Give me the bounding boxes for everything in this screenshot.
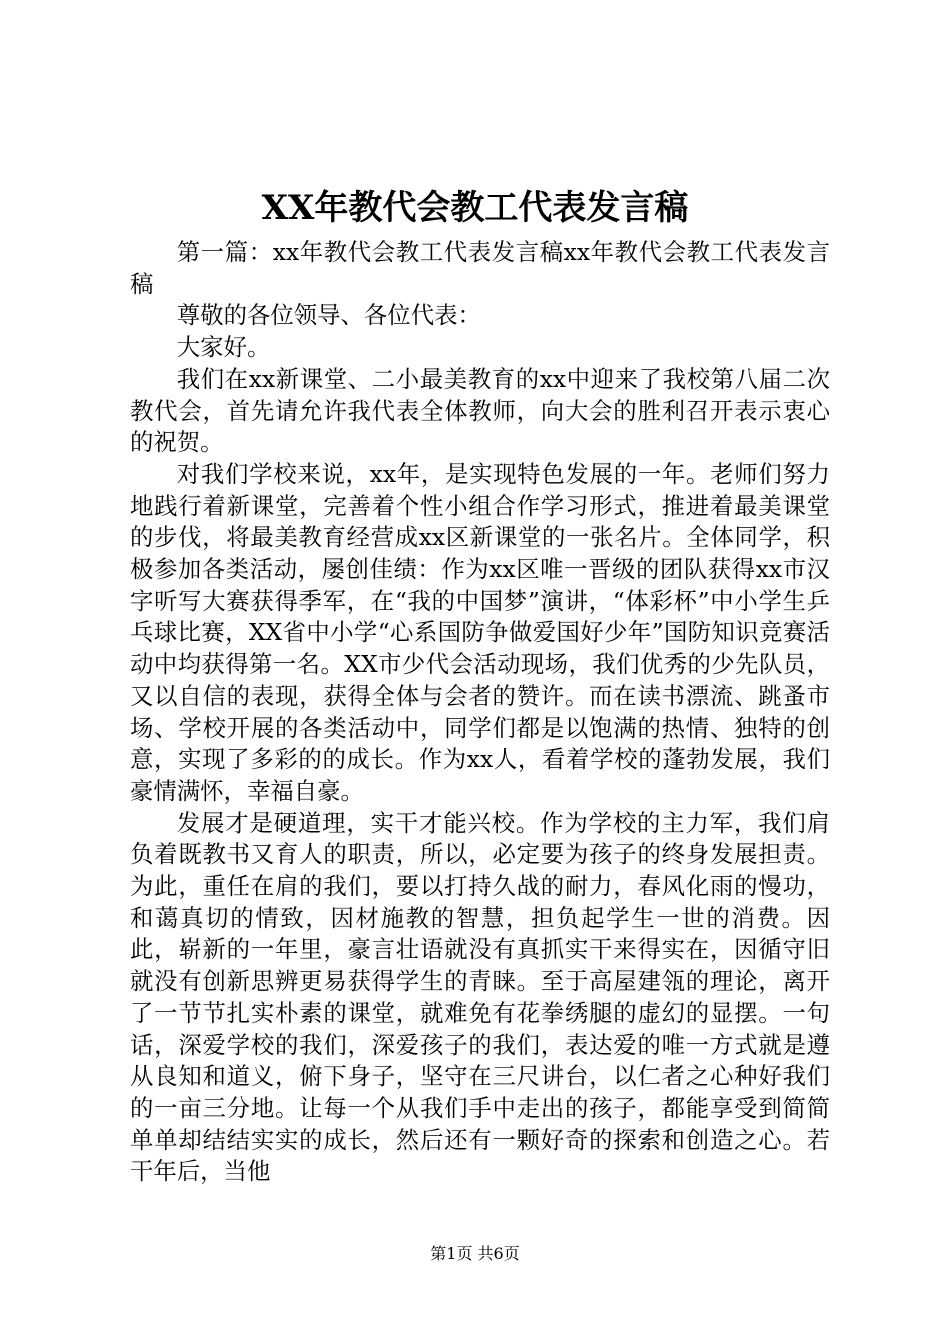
document-body (130, 237, 830, 1188)
paragraph-heading: 第一篇：xx年教代会教工代表发言稿xx年教代会教工代表发言稿 (130, 238, 830, 298)
document-title: XX年教代会教工代表发言稿 (261, 188, 689, 228)
paragraph-salutation: 尊敬的各位领导、各位代表： (176, 301, 481, 330)
paragraph-greeting: 大家好。 (176, 333, 271, 362)
paragraph-development: 发展才是硬道理，实干才能兴校。作为学校的主力军，我们肩负着既教书又育人的职责，所以，必定要为孩子的终身发展担责。为此，重任在肩的我们，要以打持久战的耐力，春风化雨的慢功，和蔼真切的情致，因材施教的智慧，担负起学生一世的消费。因此，崭新的一年里，豪言壮语就没有真抓实干来得实在，因循守旧就没有创新思辨更易获得学生的青睐。至于高屋建瓴的理论，离开了一节节扎实朴素的课堂，就难免有花拳绣腿的虚幻的显摆。一句话，深爱学校的我们，深爱孩子的我们，表达爱的唯一方式就是遵从良知和道义，俯下身子，坚守在三尺讲台，以仁者之心种好我们的一亩三分地。让每一个从我们手中走出的孩子，都能享受到简简单单却结结实实的成长，然后还有一颗好奇的探索和创造之心。若干年后，当他 (130, 808, 830, 1186)
page-number-footer: 第1页 共6页 (430, 1244, 520, 1263)
paragraph-opening: 我们在xx新课堂、二小最美教育的xx中迎来了我校第八届二次教代会，首先请允许我代表全体教师，向大会的胜利召开表示衷心的祝贺。 (130, 364, 830, 457)
paragraph-achievements: 对我们学校来说，xx年，是实现特色发展的一年。老师们努力地践行着新课堂，完善着个性小组合作学习形式，推进着最美课堂的步伐，将最美教育经营成xx区新课堂的一张名片。全体同学，积极参加各类活动，屡创佳绩：作为xx区唯一晋级的团队获得xx市汉字听写大赛获得季军，在“我的中国梦”演讲，“体彩杯”中小学生乒乓球比赛，XX省中小学“心系国防争做爱国好少年”国防知识竞赛活动中均获得第一名。XX市少代会活动现场，我们优秀的少先队员，又以自信的表现，获得全体与会者的赞许。而在读书漂流、跳蚤市场、学校开展的各类活动中，同学们都是以饱满的热情、独特的创意，实现了多彩的的成长。作为xx人，看着学校的蓬勃发展，我们豪情满怀，幸福自豪。 (130, 459, 830, 805)
